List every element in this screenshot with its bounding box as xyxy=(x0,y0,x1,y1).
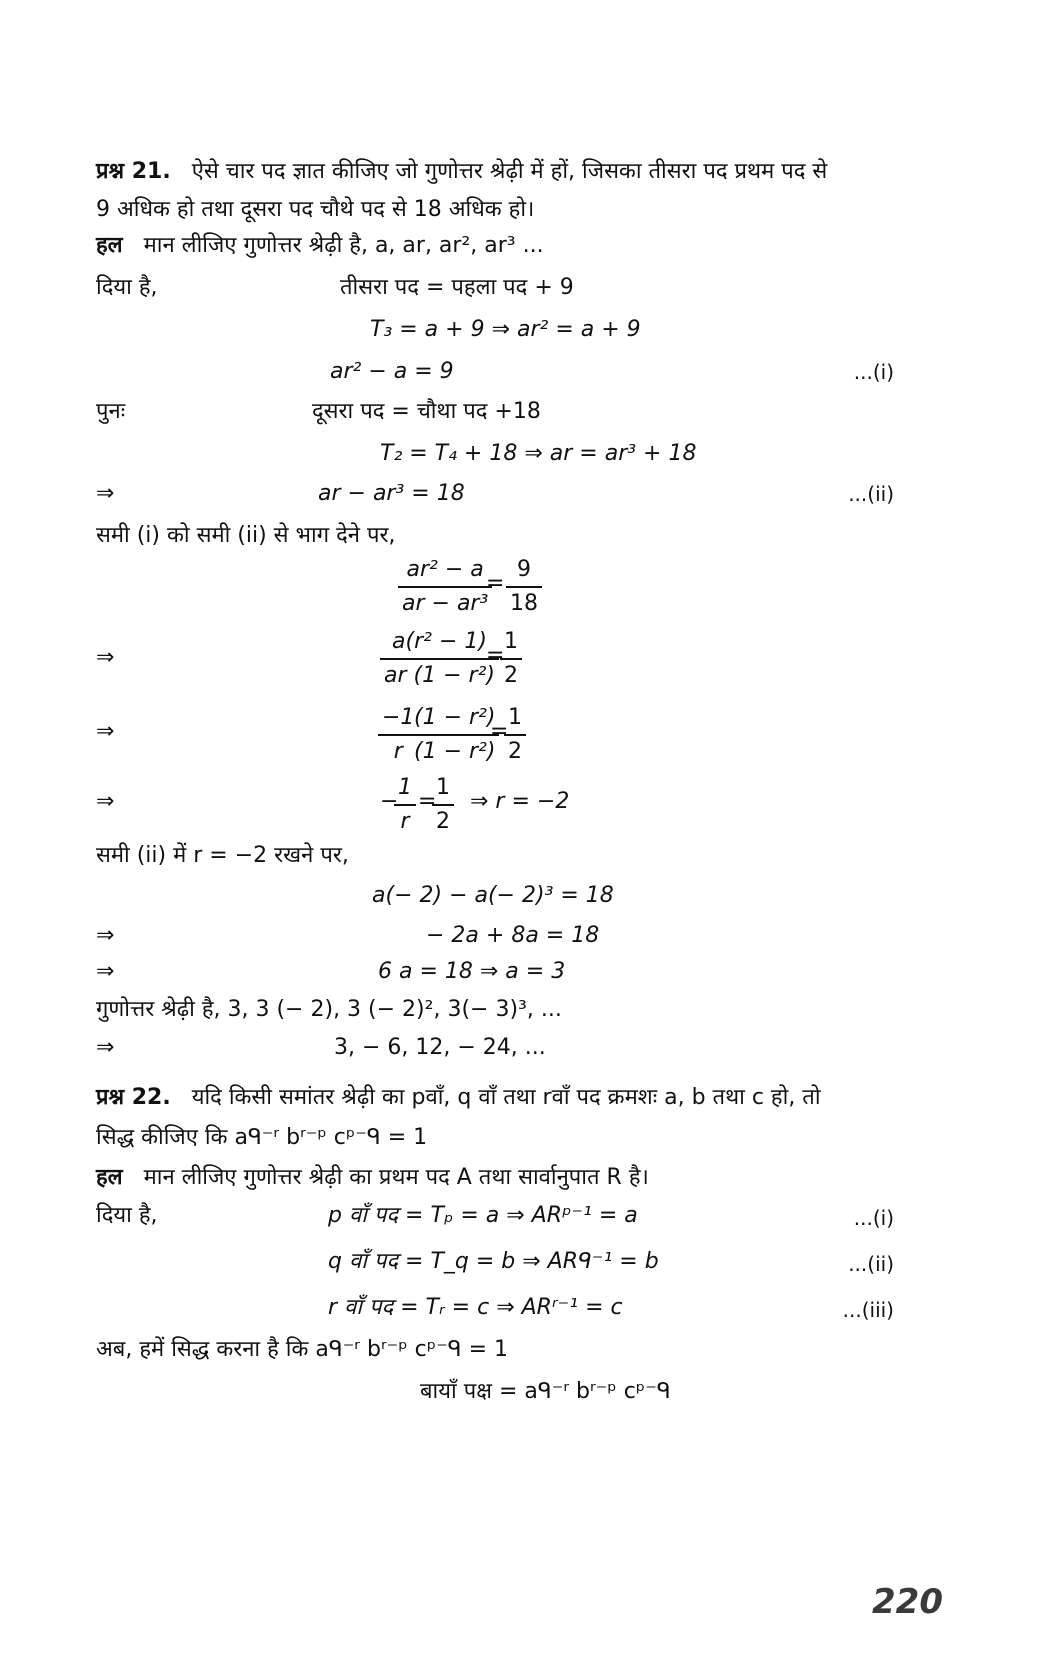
fraction-2-rhs-numerator: 1 xyxy=(500,628,522,660)
q22-tag-iii: ...(iii) xyxy=(842,1298,894,1322)
q22-statement-line2: सिद्ध कीजिए कि aᑫ⁻ʳ bʳ⁻ᵖ cᵖ⁻ᑫ = 1 xyxy=(96,1125,428,1150)
q21-eq-a: तीसरा पद = पहला पद + 9 xyxy=(340,275,574,300)
fraction-4a-denominator: r xyxy=(400,809,410,834)
fraction-3a-denominator: r xyxy=(393,739,403,764)
fraction-3-rhs-numerator: 1 xyxy=(504,704,526,736)
q21-solution-head: हल xyxy=(96,233,123,258)
q22-solution-text: मान लीजिए गुणोत्तर श्रेढ़ी का प्रथम पद A तथा सार्वानुपात R है। xyxy=(143,1165,649,1190)
q22-eq-p: p वाँ पद = Tₚ = a ⇒ ARᵖ⁻¹ = a xyxy=(328,1203,638,1228)
q21-again-label: पुनः xyxy=(96,399,126,424)
implies-symbol: ⇒ xyxy=(96,789,115,814)
equals-sign: = xyxy=(418,789,437,814)
q21-eq-e: T₂ = T₄ + 18 ⇒ ar = ar³ + 18 xyxy=(380,441,697,466)
q21-gp-text: गुणोत्तर श्रेढ़ी है, 3, 3 (− 2), 3 (− 2)², 3(− 3)³, ... xyxy=(96,997,562,1022)
fraction-3a-numerator: −1 xyxy=(378,704,418,736)
fraction-4a-numerator: 1 xyxy=(394,774,416,806)
q22-tag-i: ...(i) xyxy=(853,1206,894,1230)
q21-solution-line xyxy=(96,232,544,260)
fraction-4-rhs-numerator: 1 xyxy=(432,774,454,806)
q21-r-value: ⇒ r = −2 xyxy=(470,789,570,814)
fraction-2-denominator: ar (1 − r²) xyxy=(384,663,495,688)
q22-eq-r: r वाँ पद = Tᵣ = c ⇒ ARʳ⁻¹ = c xyxy=(328,1295,623,1320)
q21-tag-ii: ...(ii) xyxy=(848,482,894,506)
fraction-2-lhs xyxy=(380,628,499,690)
fraction-1-lhs xyxy=(398,556,492,618)
fraction-4-rhs-denominator: 2 xyxy=(436,809,450,834)
q22-given-label: दिया है, xyxy=(96,1203,158,1228)
page-number: 220 xyxy=(872,1582,943,1622)
q22-statement-line1 xyxy=(96,1084,821,1112)
q21-eq-h: − 2a + 8a = 18 xyxy=(426,923,600,948)
fraction-4a xyxy=(394,774,416,836)
q21-eq-g: a(− 2) − a(− 2)³ = 18 xyxy=(372,883,614,908)
fraction-2-numerator: a(r² − 1) xyxy=(380,628,499,660)
fraction-3b-numerator: (1 − r²) xyxy=(410,704,499,736)
fraction-1-numerator: ar² − a xyxy=(398,556,492,588)
equals-sign: = xyxy=(486,571,505,596)
q22-lhs: बायाँ पक्ष = aᑫ⁻ʳ bʳ⁻ᵖ cᵖ⁻ᑫ xyxy=(420,1379,671,1404)
fraction-2-rhs-denominator: 2 xyxy=(504,663,518,688)
implies-symbol: ⇒ xyxy=(96,645,115,670)
fraction-1-rhs xyxy=(506,556,542,618)
equals-sign: = xyxy=(486,643,505,668)
q21-solution-text: मान लीजिए गुणोत्तर श्रेढ़ी है, a, ar, ar², ar³ ... xyxy=(143,233,544,258)
q22-tag-ii: ...(ii) xyxy=(848,1252,894,1276)
q22-prove-text: अब, हमें सिद्ध करना है कि aᑫ⁻ʳ bʳ⁻ᵖ cᵖ⁻ᑫ = 1 xyxy=(96,1337,509,1362)
q21-put-text: समी (ii) में r = −2 रखने पर, xyxy=(96,843,349,868)
q21-eq-d: दूसरा पद = चौथा पद +18 xyxy=(312,399,541,424)
fraction-3-rhs-denominator: 2 xyxy=(508,739,522,764)
q21-tag-i: ...(i) xyxy=(853,360,894,384)
implies-symbol: ⇒ xyxy=(96,959,115,984)
q21-eq-i: 6 a = 18 ⇒ a = 3 xyxy=(378,959,566,984)
q21-eq-f: ar − ar³ = 18 xyxy=(318,481,465,506)
implies-symbol: ⇒ xyxy=(96,1035,115,1060)
q22-head: प्रश्न 22. xyxy=(96,1085,171,1110)
q21-given-label: दिया है, xyxy=(96,275,158,300)
q22-text1: यदि किसी समांतर श्रेढ़ी का pवाँ, q वाँ तथा rवाँ पद क्रमशः a, b तथा c हो, तो xyxy=(191,1085,821,1110)
q21-eq-c: ar² − a = 9 xyxy=(330,359,454,384)
fraction-1-rhs-denominator: 18 xyxy=(510,591,538,616)
q22-solution-line xyxy=(96,1164,649,1192)
q22-eq-q: q वाँ पद = T_q = b ⇒ ARᑫ⁻¹ = b xyxy=(328,1249,659,1274)
q21-head: प्रश्न 21. xyxy=(96,159,171,184)
fraction-2-rhs xyxy=(500,628,522,690)
fraction-1-denominator: ar − ar³ xyxy=(402,591,489,616)
minus-sign: − xyxy=(380,789,399,814)
fraction-3-rhs xyxy=(504,704,526,766)
q22-solution-head: हल xyxy=(96,1165,123,1190)
q21-result: 3, − 6, 12, − 24, ... xyxy=(334,1035,546,1060)
fraction-1-rhs-numerator: 9 xyxy=(506,556,542,588)
q21-divide-text: समी (i) को समी (ii) से भाग देने पर, xyxy=(96,523,396,548)
implies-symbol: ⇒ xyxy=(96,923,115,948)
implies-symbol: ⇒ xyxy=(96,481,115,506)
q21-text1: ऐसे चार पद ज्ञात कीजिए जो गुणोत्तर श्रेढ़ी में हों, जिसका तीसरा पद प्रथम पद से xyxy=(191,159,828,184)
implies-symbol: ⇒ xyxy=(96,719,115,744)
fraction-3b-denominator: (1 − r²) xyxy=(414,739,496,764)
fraction-4-rhs xyxy=(432,774,454,836)
q21-statement-line2: 9 अधिक हो तथा दूसरा पद चौथे पद से 18 अधिक हो। xyxy=(96,197,535,222)
q21-eq-b: T₃ = a + 9 ⇒ ar² = a + 9 xyxy=(370,317,641,342)
equals-sign: = xyxy=(490,719,509,744)
q21-statement-line1 xyxy=(96,158,827,186)
fraction-3b xyxy=(410,704,499,766)
